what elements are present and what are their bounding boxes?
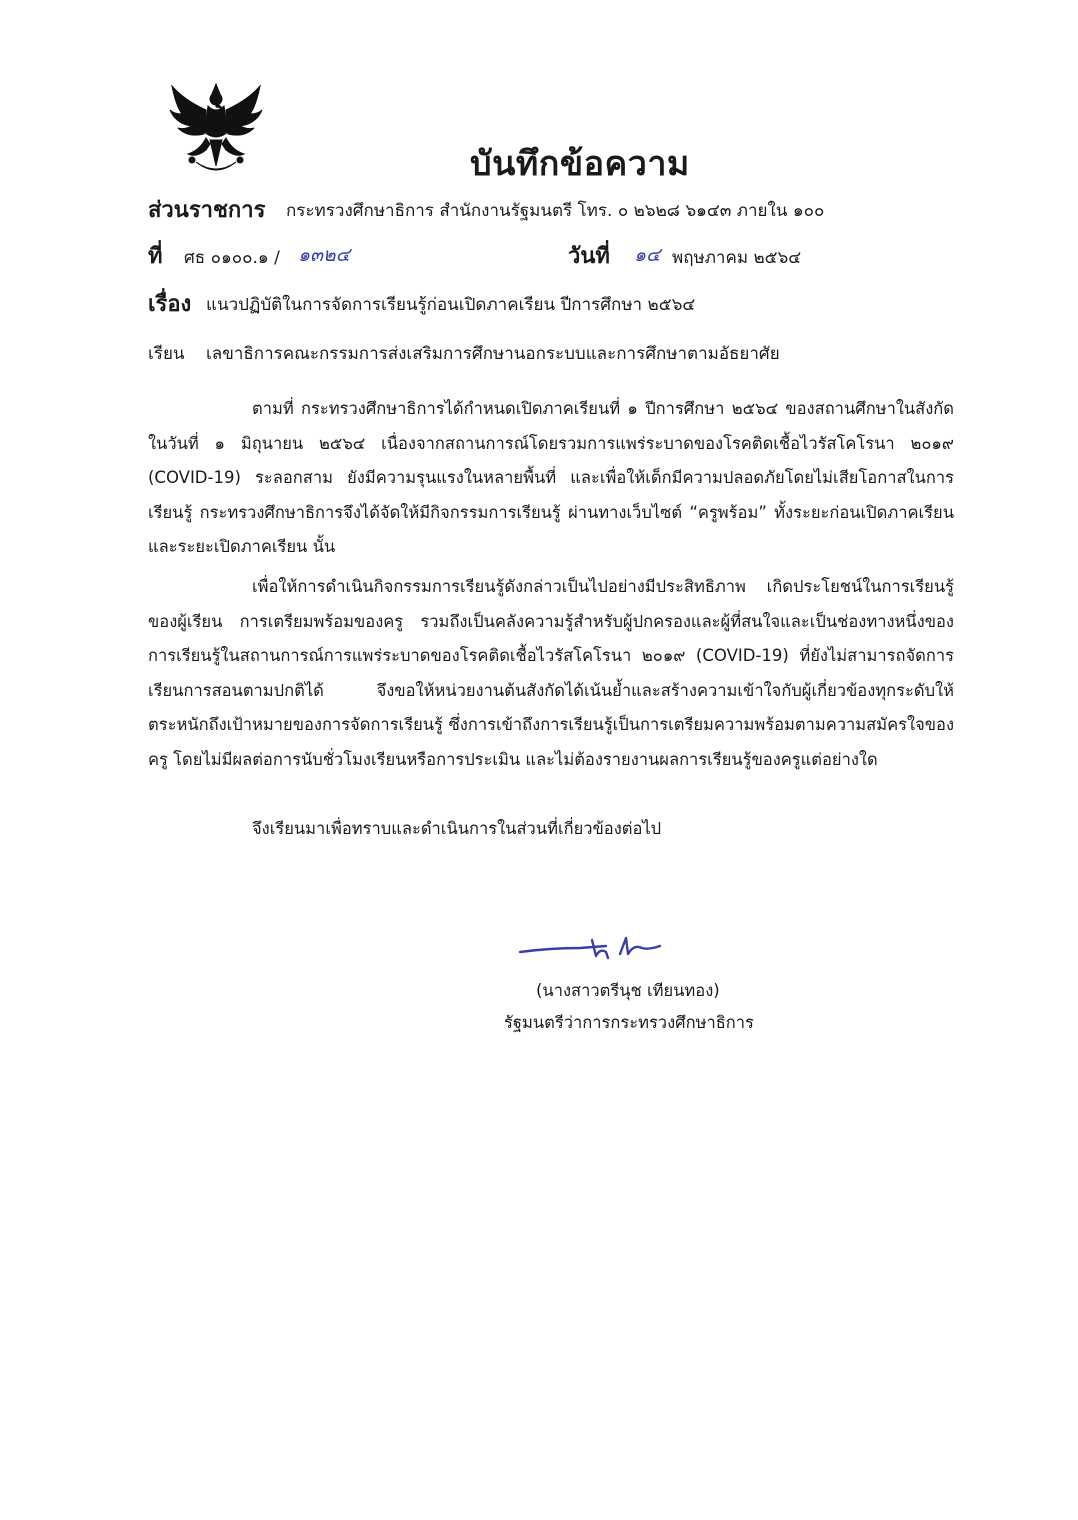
paragraph-3: จึงเรียนมาเพื่อทราบและดำเนินการในส่วนที่เกี่ยวข้องต่อไป xyxy=(252,819,662,838)
paragraph-2: เพื่อให้การดำเนินกิจกรรมการเรียนรู้ดังกล่าวเป็นไปอย่างมีประสิทธิภาพ เกิดประโยชน์ในการเรียนรู้ของผู้เรียน การเตรียมพร้อมของครู รวมถึงเป็นคลังความรู้สำหรับผู้ปกครองและผู้ที่สนใจและเป็นช่องทางหนึ่งของการเรียนรู้ในสถานการณ์การแพร่ระบาดของโรคติดเชื้อไวรัสโคโรนา ๒๐๑๙ (COVID-19) ที่ยังไม่สามารถจัดการเรียนการสอนตามปกติได้ จึงขอให้หน่วยงานต้นสังกัดได้เน้นย้ำและสร้างความเข้าใจกับผู้เกี่ยวข้องทุกระดับให้ตระหนักถึงเป้าหมายของการจัดการเรียนรู้ ซึ่งการเข้าถึงการเรียนรู้เป็นการเตรียมความพร้อมตามความสมัครใจของครู โดยไม่มีผลต่อการนับชั่วโมงเรียนหรือการประเมิน และไม่ต้องรายงานผลการเรียนรู้ของครูแต่อย่างใด xyxy=(148,577,954,769)
subject-label: เรื่อง xyxy=(148,292,192,317)
number-prefix: ศธ ๐๑๐๐.๑ / xyxy=(184,248,280,268)
number-label: ที่ xyxy=(148,244,163,269)
to-value: เลขาธิการคณะกรรมการส่งเสริมการศึกษานอกระบบและการศึกษาตามอัธยาศัย xyxy=(206,344,780,364)
department-label: ส่วนราชการ xyxy=(148,198,266,223)
paragraph-1: ตามที่ กระทรวงศึกษาธิการได้กำหนดเปิดภาคเรียนที่ ๑ ปีการศึกษา ๒๕๖๔ ของสถานศึกษาในสังกัด ในวันที่ ๑ มิถุนายน ๒๕๖๔ เนื่องจากสถานการณ์โดยรวมการแพร่ระบาดของโรคติดเชื้อไวรัสโคโรนา ๒๐๑๙ (COVID-19) ระลอกสาม ยังมีความรุนแรงในหลายพื้นที่ และเพื่อให้เด็กมีความปลอดภัยโดยไม่เสียโอกาสในการเรียนรู้ กระทรวงศึกษาธิการจึงได้จัดให้มีกิจกรรมการเรียนรู้ ผ่านทางเว็บไซต์ “ครูพร้อม” ทั้งระยะก่อนเปิดภาคเรียนและระยะเปิดภาคเรียน นั้น xyxy=(148,399,954,556)
department-value: กระทรวงศึกษาธิการ สำนักงานรัฐมนตรี โทร. ๐ ๒๖๒๘ ๖๑๔๓ ภายใน ๑๐๐ xyxy=(286,201,825,221)
signer-position: รัฐมนตรีว่าการกระทรวงศึกษาธิการ xyxy=(504,1013,754,1032)
to-label: เรียน xyxy=(148,344,185,364)
date-month-year: พฤษภาคม ๒๕๖๔ xyxy=(672,248,802,268)
date-day-handwritten: ๑๔ xyxy=(634,244,661,266)
number-handwritten: ๑๓๒๔ xyxy=(298,244,350,266)
date-label: วันที่ xyxy=(568,244,610,269)
subject-value: แนวปฏิบัติในการจัดการเรียนรู้ก่อนเปิดภาคเรียน ปีการศึกษา ๒๕๖๔ xyxy=(206,295,696,315)
memo-title: บันทึกข้อความ xyxy=(470,144,690,184)
handwritten-signature xyxy=(510,930,690,966)
signer-name: (นางสาวตรีนุช เทียนทอง) xyxy=(536,981,720,1000)
garuda-emblem-icon xyxy=(166,80,266,180)
